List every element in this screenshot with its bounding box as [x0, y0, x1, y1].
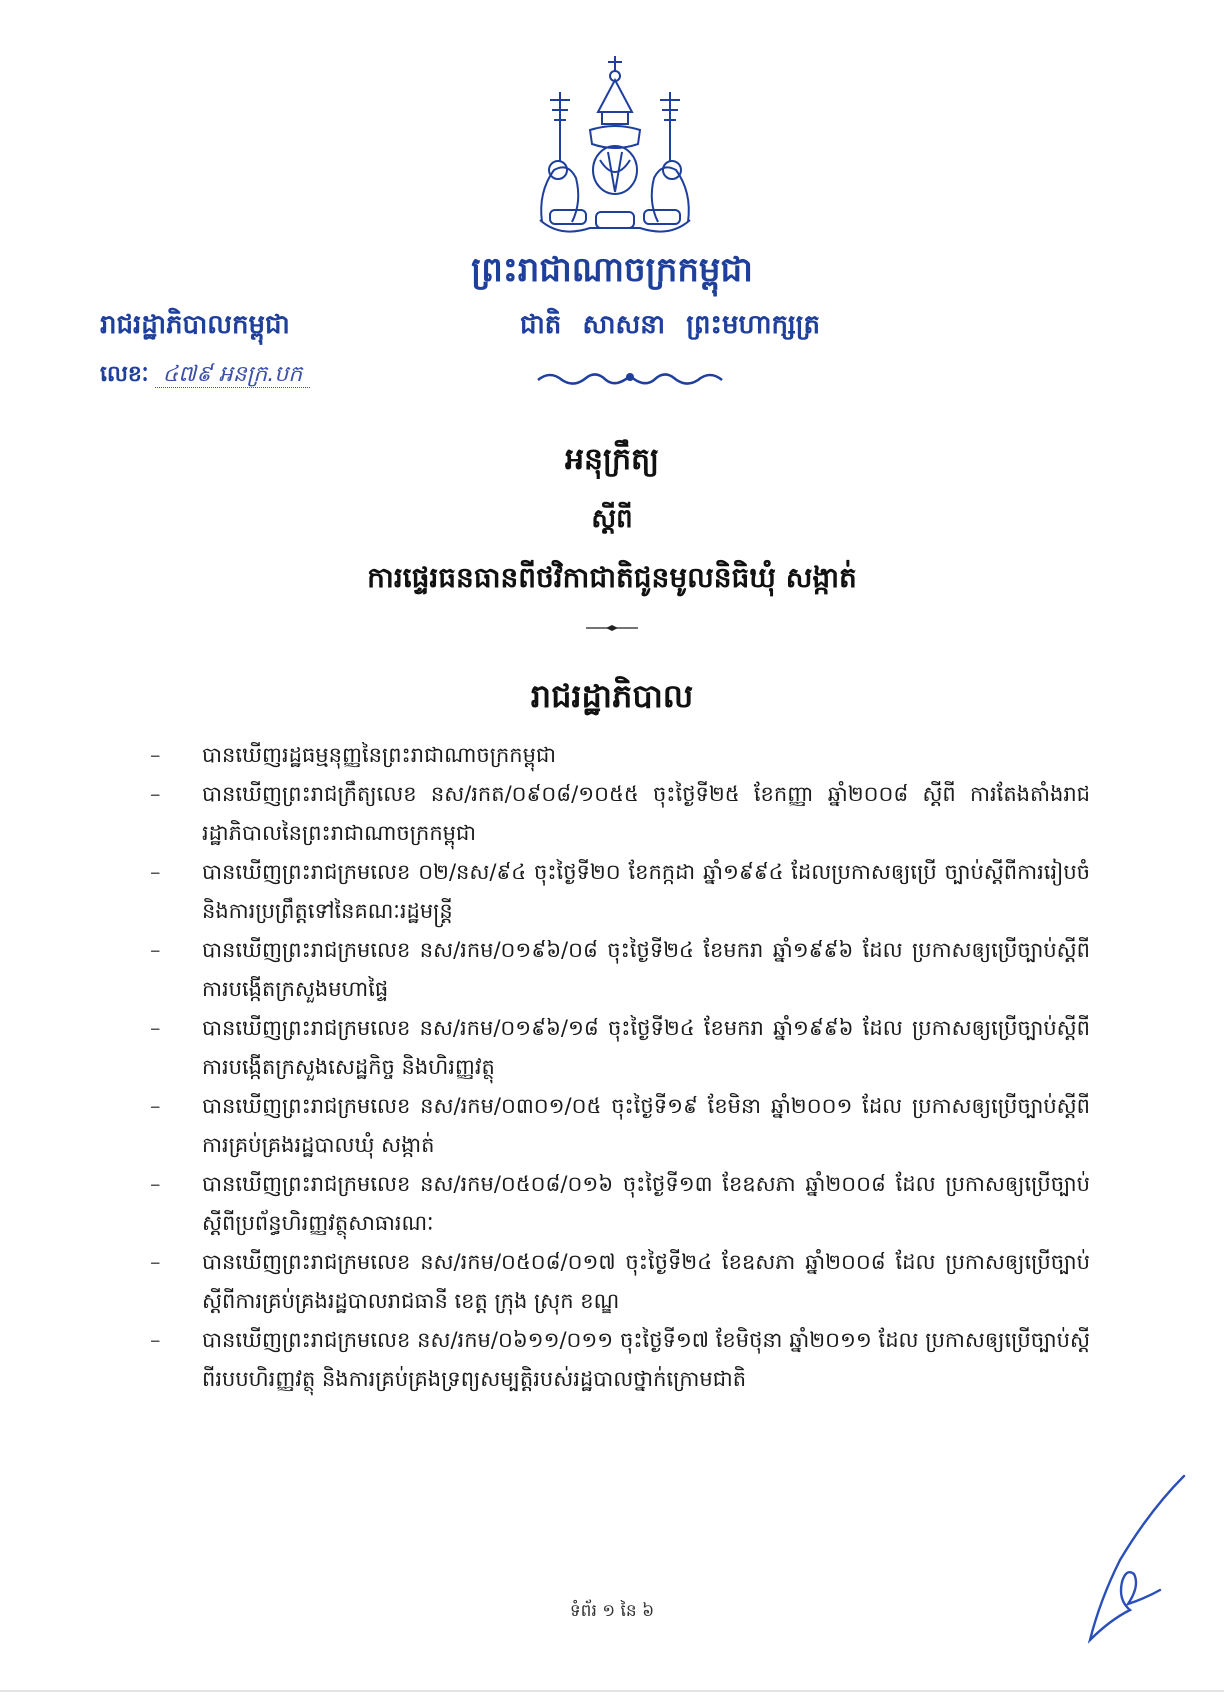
number-label: លេខៈ: [100, 362, 149, 387]
issuer-name: រាជរដ្ឋាភិបាលកម្ពុជា: [100, 310, 290, 340]
about-label: ស្តីពី: [591, 504, 633, 534]
royal-emblem-icon: [520, 52, 710, 242]
dash-bullet: –: [150, 938, 161, 962]
list-item: – បានឃើញព្រះរាជក្រមលេខ នស/រកម/០៦១១/០១១ ចុះថ្ងៃទី១៧ ខែមិថុនា ឆ្នាំ២០១១ ដែល ប្រកាសឲ្យប្រើច្បាប់ស្តីពីរបបហិរញ្ញវត្ថុ និងការគ្រប់គ្រងទ្រព្យសម្បត្តិរបស់រដ្ឋបាលថ្នាក់ក្រោមជាតិ: [150, 1321, 1090, 1399]
list-item: – បានឃើញព្រះរាជក្រមលេខ ០២/នស/៩៤ ចុះថ្ងៃទី២០ ខែកក្កដា ឆ្នាំ១៩៩៤ ដែលប្រកាសឲ្យប្រើ ច្បាប់ស្តីពីការរៀបចំ និងការប្រព្រឹត្តទៅនៃគណៈរដ្ឋមន្ត្រី: [150, 853, 1090, 931]
decorative-ornament-icon: [530, 368, 730, 390]
page-number: ទំព័រ ១ នៃ ៦: [569, 1601, 655, 1621]
authority-heading: រាជរដ្ឋាភិបាល: [530, 677, 694, 715]
document-type: អនុក្រឹត្យ: [564, 442, 660, 477]
list-item: – បានឃើញព្រះរាជក្រមលេខ នស/រកម/០៥០៨/០១៦ ចុះថ្ងៃទី១៣ ខែឧសភា ឆ្នាំ២០០៨ ដែល ប្រកាសឲ្យប្រើច្បាប់ស្តីពីប្រព័ន្ធហិរញ្ញវត្ថុសាធារណៈ: [150, 1165, 1090, 1243]
dash-bullet: –: [150, 1250, 161, 1274]
document-number: [100, 360, 310, 392]
dash-bullet: –: [150, 782, 161, 806]
dash-bullet: –: [150, 1328, 161, 1352]
document-subject: ការផ្ទេរធនធានពីថវិកាជាតិជូនមូលនិធិឃុំ សង្កាត់: [367, 561, 857, 594]
kingdom-heading: ព្រះរាជាណាចក្រកម្ពុជា: [471, 250, 753, 290]
preamble-list: [150, 736, 1090, 1399]
list-item: – បានឃើញព្រះរាជក្រឹត្យលេខ នស/រកត/០៩០៨/១០៥៥ ចុះថ្ងៃទី២៥ ខែកញ្ញា ឆ្នាំ២០០៨ ស្តីពី ការតែងតាំងរាជរដ្ឋាភិបាលនៃព្រះរាជាណាចក្រកម្ពុជា: [150, 775, 1090, 853]
national-motto: [520, 308, 820, 346]
dash-bullet: –: [150, 860, 161, 884]
dash-bullet: –: [150, 1172, 161, 1196]
number-value: ៤៧៩ អនក្រ.បក: [155, 362, 311, 388]
list-item: – បានឃើញព្រះរាជក្រមលេខ នស/រកម/០១៩៦/០៨ ចុះថ្ងៃទី២៤ ខែមករា ឆ្នាំ១៩៩៦ ដែល ប្រកាសឲ្យប្រើច្បាប់ស្តីពីការបង្កើតក្រសួងមហាផ្ទៃ: [150, 931, 1090, 1009]
motto-religion: សាសនា: [582, 310, 666, 340]
motto-nation: ជាតិ: [520, 310, 562, 340]
dash-bullet: –: [150, 1094, 161, 1118]
dash-bullet: –: [150, 1016, 161, 1040]
list-item: – បានឃើញរដ្ឋធម្មនុញ្ញនៃព្រះរាជាណាចក្រកម្ពុជា: [150, 736, 1090, 775]
dash-bullet: –: [150, 743, 161, 767]
list-item: – បានឃើញព្រះរាជក្រមលេខ នស/រកម/០៥០៨/០១៧ ចុះថ្ងៃទី២៤ ខែឧសភា ឆ្នាំ២០០៨ ដែល ប្រកាសឲ្យប្រើច្បាប់ស្តីពីការគ្រប់គ្រងរដ្ឋបាលរាជធានី ខេត្ត ក្រុង ស្រុក ខណ្ឌ: [150, 1243, 1090, 1321]
list-item: – បានឃើញព្រះរាជក្រមលេខ នស/រកម/០១៩៦/១៨ ចុះថ្ងៃទី២៤ ខែមករា ឆ្នាំ១៩៩៦ ដែល ប្រកាសឲ្យប្រើច្បាប់ស្តីពីការបង្កើតក្រសួងសេដ្ឋកិច្ច និងហិរញ្ញវត្ថុ: [150, 1009, 1090, 1087]
motto-king: ព្រះមហាក្សត្រ: [686, 310, 820, 340]
list-item: – បានឃើញព្រះរាជក្រមលេខ នស/រកម/០៣០១/០៥ ចុះថ្ងៃទី១៩ ខែមិនា ឆ្នាំ២០០១ ដែល ប្រកាសឲ្យប្រើច្បាប់ស្តីពីការគ្រប់គ្រងរដ្ឋបាលឃុំ សង្កាត់: [150, 1087, 1090, 1165]
page-bottom-edge: [0, 1690, 1224, 1692]
divider-ornament-icon: [586, 624, 638, 632]
